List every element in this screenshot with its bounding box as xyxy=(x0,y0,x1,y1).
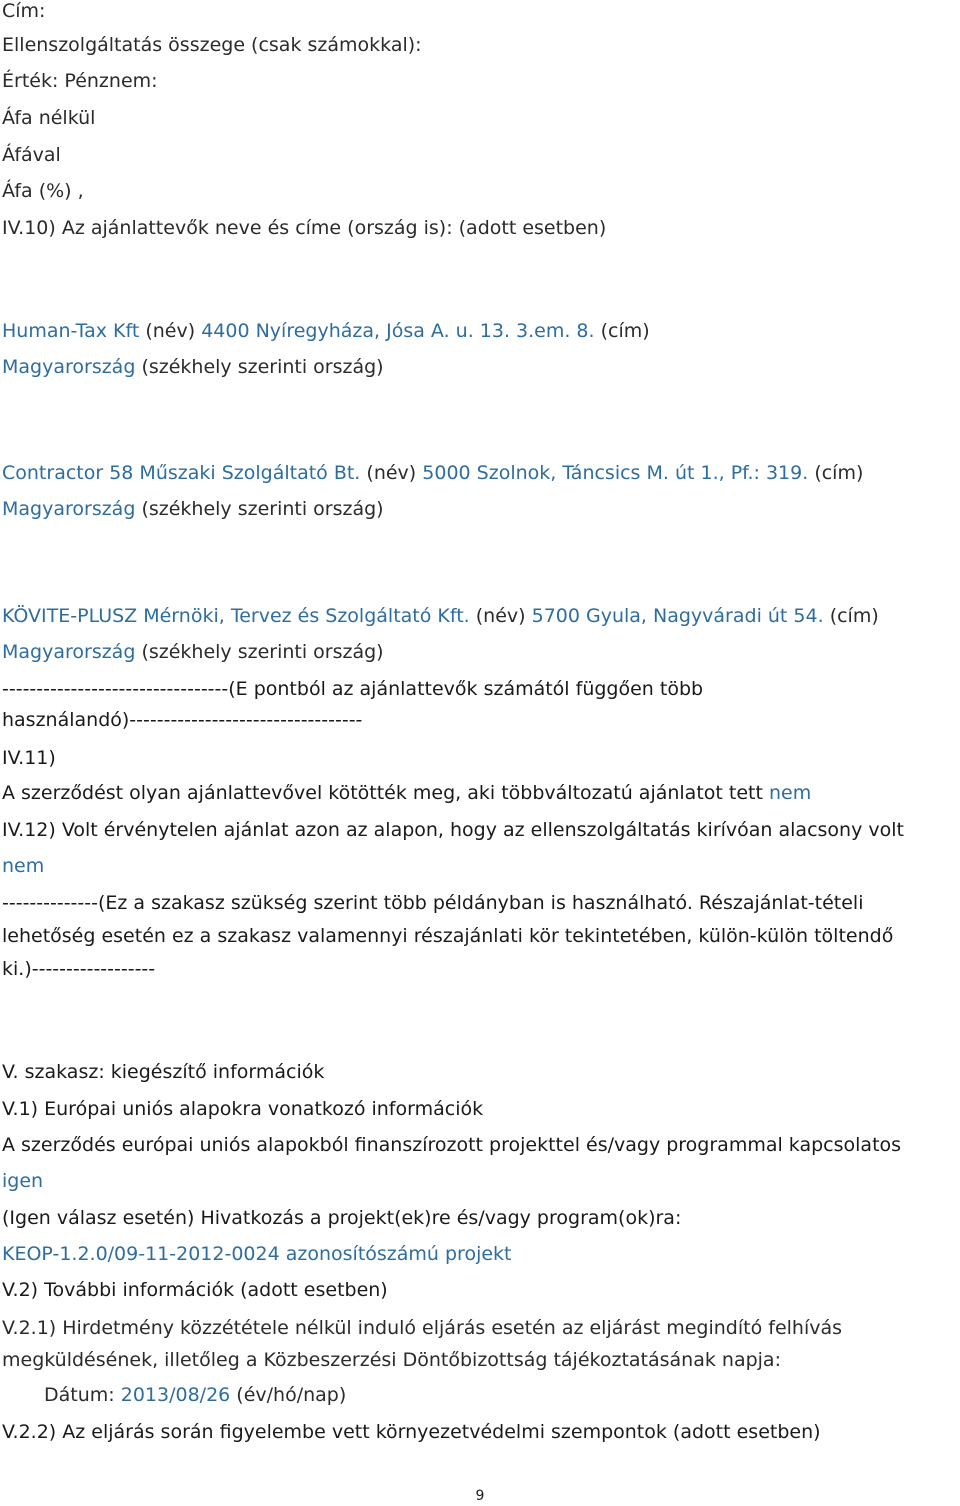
bidder-2-address: 5000 Szolnok, Táncsics M. út 1., Pf.: 319. xyxy=(422,462,809,484)
date-line xyxy=(44,1382,346,1408)
bidder-1-address: 4400 Nyíregyháza, Jósa A. u. 13. 3.em. 8. xyxy=(201,320,595,342)
bidder-3-country-line xyxy=(2,639,384,665)
v-heading: V. szakasz: kiegészítő információk xyxy=(2,1061,325,1083)
bidder-2-name-line xyxy=(2,460,863,486)
v21-text-line-1: V.2.1) Hirdetmény közzététele nélkül induló eljárás esetén az eljárást megindító felhívás xyxy=(2,1317,843,1339)
iv11-answer: nem xyxy=(768,782,812,804)
section-note-line-3: ki.)------------------ xyxy=(2,958,156,980)
date-value: 2013/08/26 xyxy=(120,1384,231,1406)
bidder-1-country-line xyxy=(2,354,384,380)
bidder-2-nev-tag: (név) xyxy=(366,462,417,484)
v21-text-line-2: megküldésének, illetőleg a Közbeszerzési Döntőbizottság tájékoztatásának napja: xyxy=(2,1349,781,1371)
bidder-2-country-tag: (székhely szerinti ország) xyxy=(141,498,384,520)
bidder-2-country-line xyxy=(2,496,384,522)
iv11-text: A szerződést olyan ajánlattevővel kötötték meg, aki többváltozatú ajánlatot tett xyxy=(2,782,763,804)
bidder-1-cim-tag: (cím) xyxy=(600,320,650,342)
bidder-2-country: Magyarország xyxy=(2,498,136,520)
section-note-line-1: --------------(Ez a szakasz szükség szerint több példányban is használható. Részajánlat-tételi xyxy=(2,892,864,914)
v1-ref-label: (Igen válasz esetén) Hivatkozás a projekt(ek)re és/vagy program(ok)ra: xyxy=(2,1207,682,1229)
bidder-2-name: Contractor 58 Műszaki Szolgáltató Bt. xyxy=(2,462,361,484)
afaval-label: Áfával xyxy=(2,144,61,166)
iv10-heading: IV.10) Az ajánlattevők neve és címe (ország is): (adott esetben) xyxy=(2,217,607,239)
ertek-row xyxy=(2,68,158,94)
v1-answer: igen xyxy=(2,1170,44,1192)
iv12-answer: nem xyxy=(2,855,45,877)
penznem-label: Pénznem: xyxy=(64,70,158,92)
bidder-1-name: Human-Tax Kft xyxy=(2,320,140,342)
bidder-1-nev-tag: (név) xyxy=(145,320,196,342)
separator-e-line-2: használandó)---------------------------------- xyxy=(2,709,363,731)
v22-heading: V.2.2) Az eljárás során figyelembe vett környezetvédelmi szempontok (adott esetben) xyxy=(2,1421,821,1443)
v1-heading: V.1) Európai uniós alapokra vonatkozó információk xyxy=(2,1098,484,1120)
iv11-heading: IV.11) xyxy=(2,747,56,769)
bidder-3-nev-tag: (név) xyxy=(475,605,526,627)
cim-label: Cím: xyxy=(2,0,46,22)
bidder-3-cim-tag: (cím) xyxy=(829,605,879,627)
v1-question: A szerződés európai uniós alapokból finanszírozott projekttel és/vagy programmal kapcsolatos xyxy=(2,1134,902,1156)
bidder-3-country-tag: (székhely szerinti ország) xyxy=(141,641,384,663)
iv11-line xyxy=(2,780,811,806)
v1-ref-value: KEOP-1.2.0/09-11-2012-0024 azonosítószámú projekt xyxy=(2,1243,512,1265)
ellenszolgaltatas-label: Ellenszolgáltatás összege (csak számokkal): xyxy=(2,34,422,56)
iv12-text: IV.12) Volt érvénytelen ajánlat azon az alapon, hogy az ellenszolgáltatás kirívóan alacsony volt xyxy=(2,819,904,841)
bidder-3-address: 5700 Gyula, Nagyváradi út 54. xyxy=(531,605,824,627)
separator-e-line-1: ---------------------------------(E pontból az ajánlattevők számától függően több xyxy=(2,678,704,700)
ertek-label: Érték: xyxy=(2,70,59,92)
afa-nelkul-label: Áfa nélkül xyxy=(2,107,96,129)
bidder-3-name-line xyxy=(2,603,879,629)
date-format: (év/hó/nap) xyxy=(236,1384,347,1406)
bidder-1-country: Magyarország xyxy=(2,356,136,378)
bidder-1-name-line xyxy=(2,318,650,344)
date-label: Dátum: xyxy=(44,1384,115,1406)
v2-heading: V.2) További információk (adott esetben) xyxy=(2,1279,388,1301)
section-note-line-2: lehetőség esetén ez a szakasz valamennyi részajánlati kör tekintetében, külön-külön töltendő xyxy=(2,925,894,947)
bidder-1-country-tag: (székhely szerinti ország) xyxy=(141,356,384,378)
bidder-3-name: KÖVITE-PLUSZ Mérnöki, Tervez és Szolgáltató Kft. xyxy=(2,605,470,627)
page-number: 9 xyxy=(475,1488,485,1504)
bidder-2-cim-tag: (cím) xyxy=(814,462,864,484)
afa-pct-label: Áfa (%) , xyxy=(2,180,84,202)
bidder-3-country: Magyarország xyxy=(2,641,136,663)
